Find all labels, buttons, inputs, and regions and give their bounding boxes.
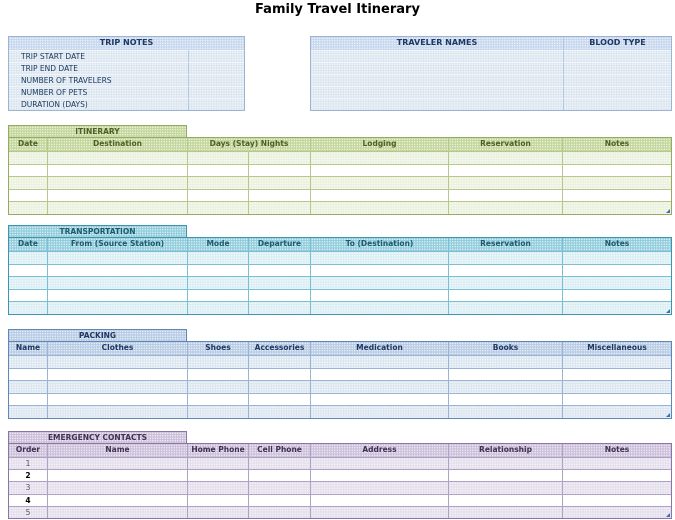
transportation-cell-r3-c5[interactable] <box>311 276 449 289</box>
itinerary-cell-r4-c6[interactable] <box>449 189 563 202</box>
emergency-cell-r5-c3[interactable] <box>188 506 249 518</box>
packing-cell-r3-c2[interactable] <box>48 380 188 393</box>
packing-col-header: Shoes <box>188 342 249 355</box>
table-resize-handle-icon[interactable] <box>666 209 670 213</box>
transportation-col-header: Reservation <box>449 238 563 251</box>
transportation-cell-r3-c4[interactable] <box>249 276 311 289</box>
itinerary-cell-r2-c6[interactable] <box>449 164 563 177</box>
itinerary-cell-r3-c6[interactable] <box>449 176 563 189</box>
transportation-cell-r3-c1[interactable] <box>9 276 48 289</box>
emergency-cell-r2-c1[interactable]: 2 <box>9 469 48 481</box>
itinerary-col-header: Reservation <box>449 138 563 151</box>
emergency-cell-r1-c2[interactable] <box>48 457 188 469</box>
packing-cell-r1-c7[interactable] <box>563 355 671 368</box>
packing-cell-r5-c1[interactable] <box>9 405 48 418</box>
emergency-cell-r2-c6[interactable] <box>449 469 563 481</box>
transportation-cell-r4-c2[interactable] <box>48 289 188 302</box>
packing-cell-r4-c3[interactable] <box>188 393 249 406</box>
transportation-cell-r2-c1[interactable] <box>9 264 48 277</box>
emergency-cell-r4-c7[interactable] <box>563 494 671 506</box>
itinerary-cell-r4-c7[interactable] <box>563 189 671 202</box>
itinerary-cell-r4-c4[interactable] <box>249 189 311 202</box>
emergency-cell-r1-c1[interactable]: 1 <box>9 457 48 469</box>
emergency-col-header: Name <box>48 444 188 457</box>
itinerary-cell-r3-c1[interactable] <box>9 176 48 189</box>
emergency-contacts-section-title: EMERGENCY CONTACTS <box>8 431 187 443</box>
packing-cell-r1-c1[interactable] <box>9 355 48 368</box>
transportation-cell-r1-c2[interactable] <box>48 251 188 264</box>
itinerary-cell-r5-c7[interactable] <box>563 201 671 214</box>
emergency-cell-r2-c5[interactable] <box>311 469 449 481</box>
trip-notes-label: TRIP START DATE <box>9 50 189 62</box>
emergency-cell-r3-c2[interactable] <box>48 481 188 493</box>
emergency-cell-r3-c3[interactable] <box>188 481 249 493</box>
transportation-cell-r5-c3[interactable] <box>188 301 249 314</box>
traveler-name-cell[interactable] <box>311 98 564 110</box>
duration-days-cell[interactable] <box>189 98 244 110</box>
blood-type-cell[interactable] <box>564 62 671 74</box>
emergency-cell-r5-c1[interactable]: 5 <box>9 506 48 518</box>
emergency-contacts-section <box>8 431 672 519</box>
packing-cell-r2-c3[interactable] <box>188 368 249 381</box>
itinerary-cell-r2-c2[interactable] <box>48 164 188 177</box>
traveler-name-cell[interactable] <box>311 74 564 86</box>
traveler-name-cell[interactable] <box>311 62 564 74</box>
packing-cell-r5-c2[interactable] <box>48 405 188 418</box>
packing-cell-r3-c6[interactable] <box>449 380 563 393</box>
itinerary-cell-r5-c5[interactable] <box>311 201 449 214</box>
traveler-name-cell[interactable] <box>311 86 564 98</box>
emergency-cell-r2-c2[interactable] <box>48 469 188 481</box>
transportation-cell-r1-c6[interactable] <box>449 251 563 264</box>
transportation-cell-r4-c1[interactable] <box>9 289 48 302</box>
emergency-col-header: Cell Phone <box>249 444 311 457</box>
packing-cell-r5-c7[interactable] <box>563 405 671 418</box>
blood-type-header: BLOOD TYPE <box>564 37 671 50</box>
itinerary-col-header: Days (Stay) Nights <box>188 138 311 151</box>
itinerary-cell-r2-c1[interactable] <box>9 164 48 177</box>
packing-col-header: Clothes <box>48 342 188 355</box>
itinerary-cell-r4-c2[interactable] <box>48 189 188 202</box>
blood-type-cell[interactable] <box>564 98 671 110</box>
packing-cell-r4-c7[interactable] <box>563 393 671 406</box>
emergency-cell-r4-c4[interactable] <box>249 494 311 506</box>
blood-type-cell[interactable] <box>564 50 671 62</box>
transportation-cell-r2-c2[interactable] <box>48 264 188 277</box>
trip-notes-label: NUMBER OF TRAVELERS <box>9 74 189 86</box>
page-title: Family Travel Itinerary <box>255 2 420 17</box>
emergency-cell-r1-c5[interactable] <box>311 457 449 469</box>
transportation-cell-r2-c7[interactable] <box>563 264 671 277</box>
itinerary-cell-r1-c5[interactable] <box>311 151 449 164</box>
emergency-cell-r1-c3[interactable] <box>188 457 249 469</box>
packing-cell-r5-c3[interactable] <box>188 405 249 418</box>
emergency-cell-r4-c3[interactable] <box>188 494 249 506</box>
trip-notes-table <box>8 36 245 111</box>
transportation-section <box>8 225 672 315</box>
emergency-cell-r4-c6[interactable] <box>449 494 563 506</box>
transportation-cell-r2-c5[interactable] <box>311 264 449 277</box>
itinerary-cell-r3-c7[interactable] <box>563 176 671 189</box>
emergency-cell-r5-c2[interactable] <box>48 506 188 518</box>
packing-cell-r3-c1[interactable] <box>9 380 48 393</box>
itinerary-cell-r4-c3[interactable] <box>188 189 249 202</box>
itinerary-cell-r4-c1[interactable] <box>9 189 48 202</box>
packing-col-header: Miscellaneous <box>563 342 671 355</box>
itinerary-cell-r2-c3[interactable] <box>188 164 249 177</box>
itinerary-cell-r1-c2[interactable] <box>48 151 188 164</box>
transportation-cell-r2-c4[interactable] <box>249 264 311 277</box>
transportation-col-header: Date <box>9 238 48 251</box>
itinerary-cell-r5-c1[interactable] <box>9 201 48 214</box>
transportation-cell-r2-c3[interactable] <box>188 264 249 277</box>
emergency-cell-r3-c7[interactable] <box>563 481 671 493</box>
packing-section-title: PACKING <box>8 329 187 341</box>
packing-col-header: Medication <box>311 342 449 355</box>
itinerary-cell-r2-c7[interactable] <box>563 164 671 177</box>
packing-cell-r4-c6[interactable] <box>449 393 563 406</box>
emergency-cell-r5-c7[interactable] <box>563 506 671 518</box>
transportation-cell-r5-c6[interactable] <box>449 301 563 314</box>
packing-cell-r4-c4[interactable] <box>249 393 311 406</box>
transportation-cell-r5-c7[interactable] <box>563 301 671 314</box>
transportation-cell-r4-c7[interactable] <box>563 289 671 302</box>
itinerary-cell-r1-c6[interactable] <box>449 151 563 164</box>
packing-col-header: Accessories <box>249 342 311 355</box>
packing-cell-r4-c1[interactable] <box>9 393 48 406</box>
emergency-cell-r1-c7[interactable] <box>563 457 671 469</box>
packing-cell-r1-c4[interactable] <box>249 355 311 368</box>
itinerary-cell-r5-c3[interactable] <box>188 201 249 214</box>
emergency-cell-r4-c5[interactable] <box>311 494 449 506</box>
trip-notes-label: DURATION (DAYS) <box>9 98 189 110</box>
itinerary-cell-r2-c4[interactable] <box>249 164 311 177</box>
transportation-cell-r1-c5[interactable] <box>311 251 449 264</box>
trip-notes-title: TRIP NOTES <box>9 37 244 50</box>
packing-cell-r2-c5[interactable] <box>311 368 449 381</box>
packing-cell-r1-c3[interactable] <box>188 355 249 368</box>
emergency-cell-r1-c6[interactable] <box>449 457 563 469</box>
itinerary-section <box>8 125 672 215</box>
emergency-cell-r5-c6[interactable] <box>449 506 563 518</box>
blood-type-cell[interactable] <box>564 86 671 98</box>
emergency-cell-r4-c1[interactable]: 4 <box>9 494 48 506</box>
emergency-cell-r5-c4[interactable] <box>249 506 311 518</box>
table-resize-handle-icon[interactable] <box>666 413 670 417</box>
emergency-cell-r4-c2[interactable] <box>48 494 188 506</box>
transportation-col-header: Mode <box>188 238 249 251</box>
traveler-names-table <box>310 36 672 111</box>
itinerary-col-header: Destination <box>48 138 188 151</box>
packing-cell-r2-c1[interactable] <box>9 368 48 381</box>
transportation-cell-r4-c3[interactable] <box>188 289 249 302</box>
transportation-cell-r5-c4[interactable] <box>249 301 311 314</box>
emergency-col-header: Order <box>9 444 48 457</box>
trip-notes-label: NUMBER OF PETS <box>9 86 189 98</box>
packing-cell-r4-c2[interactable] <box>48 393 188 406</box>
packing-cell-r2-c7[interactable] <box>563 368 671 381</box>
itinerary-cell-r1-c4[interactable] <box>249 151 311 164</box>
emergency-cell-r3-c4[interactable] <box>249 481 311 493</box>
transportation-col-header: To (Destination) <box>311 238 449 251</box>
transportation-cell-r3-c6[interactable] <box>449 276 563 289</box>
transportation-cell-r5-c1[interactable] <box>9 301 48 314</box>
emergency-cell-r3-c6[interactable] <box>449 481 563 493</box>
transportation-cell-r2-c6[interactable] <box>449 264 563 277</box>
packing-cell-r5-c4[interactable] <box>249 405 311 418</box>
transportation-col-header: From (Source Station) <box>48 238 188 251</box>
itinerary-cell-r3-c4[interactable] <box>249 176 311 189</box>
table-resize-handle-icon[interactable] <box>666 513 670 517</box>
emergency-col-header: Home Phone <box>188 444 249 457</box>
packing-col-header: Name <box>9 342 48 355</box>
itinerary-cell-r1-c3[interactable] <box>188 151 249 164</box>
itinerary-cell-r5-c6[interactable] <box>449 201 563 214</box>
itinerary-cell-r3-c5[interactable] <box>311 176 449 189</box>
emergency-col-header: Address <box>311 444 449 457</box>
itinerary-table <box>8 137 672 215</box>
number-of-travelers-cell[interactable] <box>189 74 244 86</box>
transportation-cell-r1-c1[interactable] <box>9 251 48 264</box>
itinerary-col-header: Notes <box>563 138 671 151</box>
itinerary-cell-r1-c7[interactable] <box>563 151 671 164</box>
transportation-cell-r4-c4[interactable] <box>249 289 311 302</box>
packing-table <box>8 341 672 419</box>
traveler-names-header: TRAVELER NAMES <box>311 37 564 50</box>
trip-end-date-cell[interactable] <box>189 62 244 74</box>
transportation-table <box>8 237 672 315</box>
transportation-col-header: Departure <box>249 238 311 251</box>
itinerary-col-header: Lodging <box>311 138 449 151</box>
itinerary-cell-r2-c5[interactable] <box>311 164 449 177</box>
transportation-cell-r4-c5[interactable] <box>311 289 449 302</box>
emergency-col-header: Notes <box>563 444 671 457</box>
emergency-col-header: Relationship <box>449 444 563 457</box>
emergency-cell-r5-c5[interactable] <box>311 506 449 518</box>
packing-cell-r1-c5[interactable] <box>311 355 449 368</box>
emergency-cell-r2-c7[interactable] <box>563 469 671 481</box>
transportation-cell-r3-c3[interactable] <box>188 276 249 289</box>
transportation-cell-r3-c2[interactable] <box>48 276 188 289</box>
trip-notes-label: TRIP END DATE <box>9 62 189 74</box>
packing-cell-r1-c6[interactable] <box>449 355 563 368</box>
transportation-cell-r5-c5[interactable] <box>311 301 449 314</box>
transportation-cell-r1-c4[interactable] <box>249 251 311 264</box>
packing-cell-r5-c5[interactable] <box>311 405 449 418</box>
packing-cell-r1-c2[interactable] <box>48 355 188 368</box>
transportation-cell-r1-c7[interactable] <box>563 251 671 264</box>
emergency-cell-r3-c5[interactable] <box>311 481 449 493</box>
table-resize-handle-icon[interactable] <box>666 309 670 313</box>
packing-cell-r3-c5[interactable] <box>311 380 449 393</box>
itinerary-cell-r1-c1[interactable] <box>9 151 48 164</box>
transportation-cell-r3-c7[interactable] <box>563 276 671 289</box>
packing-cell-r5-c6[interactable] <box>449 405 563 418</box>
trip-start-date-cell[interactable] <box>189 50 244 62</box>
emergency-cell-r2-c4[interactable] <box>249 469 311 481</box>
emergency-cell-r2-c3[interactable] <box>188 469 249 481</box>
packing-section <box>8 329 672 419</box>
packing-col-header: Books <box>449 342 563 355</box>
itinerary-cell-r3-c3[interactable] <box>188 176 249 189</box>
packing-cell-r2-c4[interactable] <box>249 368 311 381</box>
traveler-name-cell[interactable] <box>311 50 564 62</box>
packing-cell-r3-c3[interactable] <box>188 380 249 393</box>
transportation-cell-r5-c2[interactable] <box>48 301 188 314</box>
emergency-contacts-table <box>8 443 672 519</box>
packing-cell-r4-c5[interactable] <box>311 393 449 406</box>
itinerary-col-header: Date <box>9 138 48 151</box>
emergency-cell-r1-c4[interactable] <box>249 457 311 469</box>
itinerary-cell-r3-c2[interactable] <box>48 176 188 189</box>
packing-cell-r2-c6[interactable] <box>449 368 563 381</box>
transportation-col-header: Notes <box>563 238 671 251</box>
emergency-cell-r3-c1[interactable]: 3 <box>9 481 48 493</box>
blood-type-cell[interactable] <box>564 74 671 86</box>
transportation-section-title: TRANSPORTATION <box>8 225 187 237</box>
itinerary-cell-r4-c5[interactable] <box>311 189 449 202</box>
number-of-pets-cell[interactable] <box>189 86 244 98</box>
packing-cell-r3-c7[interactable] <box>563 380 671 393</box>
itinerary-cell-r5-c4[interactable] <box>249 201 311 214</box>
packing-cell-r2-c2[interactable] <box>48 368 188 381</box>
itinerary-cell-r5-c2[interactable] <box>48 201 188 214</box>
transportation-cell-r1-c3[interactable] <box>188 251 249 264</box>
transportation-cell-r4-c6[interactable] <box>449 289 563 302</box>
itinerary-section-title: ITINERARY <box>8 125 187 137</box>
packing-cell-r3-c4[interactable] <box>249 380 311 393</box>
